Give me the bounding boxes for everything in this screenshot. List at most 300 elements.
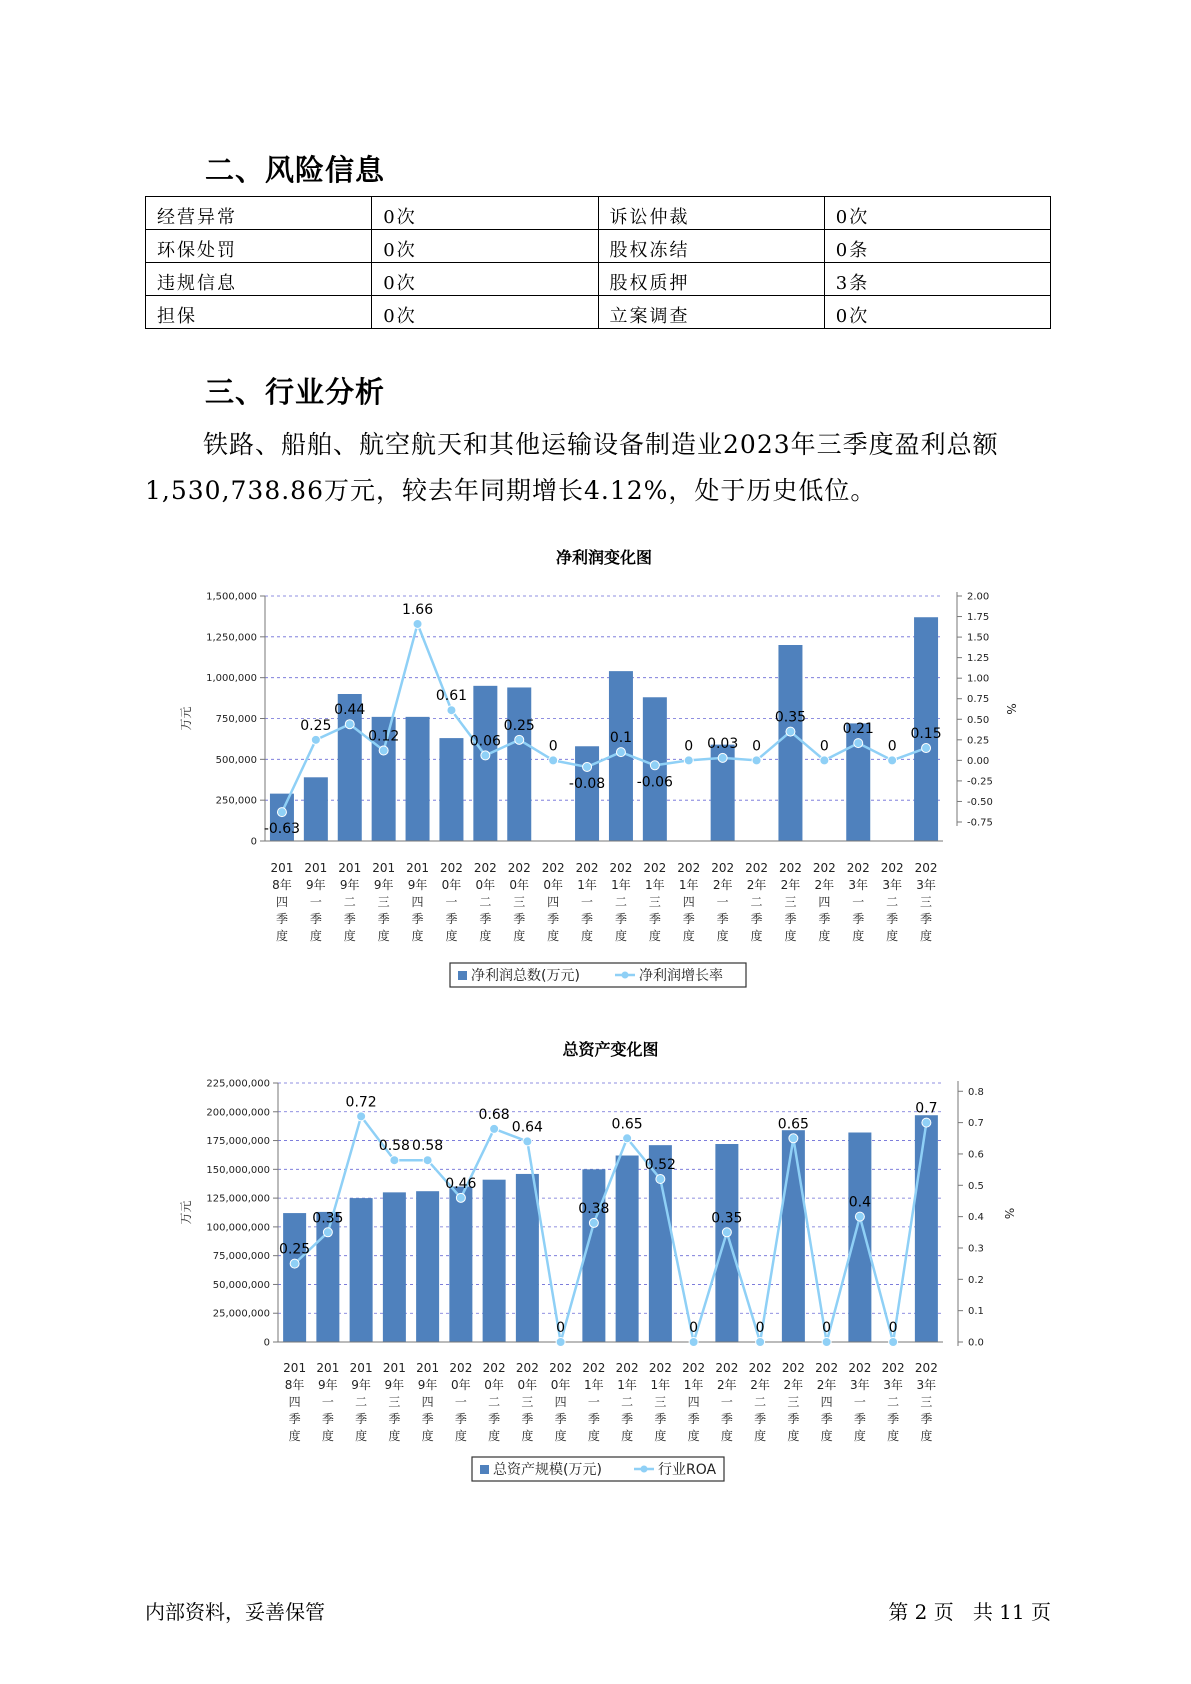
x-tick-label-part: 季: [581, 912, 594, 926]
bar: [778, 645, 802, 841]
x-tick-label-part: 二: [621, 1395, 634, 1409]
data-label: 0: [548, 738, 558, 755]
x-tick-label-part: 9年: [318, 1378, 338, 1392]
x-tick-label-part: 一: [852, 895, 865, 909]
x-tick-label-part: 度: [581, 929, 594, 943]
x-tick-label-part: 0年: [451, 1378, 471, 1392]
x-tick-label-part: 季: [654, 1412, 667, 1426]
x-tick-label-part: 201: [406, 861, 430, 875]
data-label: 0: [689, 1320, 699, 1336]
x-tick-label-part: 202: [615, 1361, 639, 1375]
y-tick-label: 1,000,000: [206, 673, 257, 685]
bar: [483, 1180, 506, 1342]
y2-tick-label: 2.00: [967, 591, 990, 603]
line-point: [481, 751, 490, 760]
x-tick-label-part: 季: [682, 912, 695, 926]
y-tick-label: 500,000: [215, 754, 257, 766]
data-label: 0.7: [915, 1100, 938, 1117]
x-tick-label-part: 1年: [577, 878, 597, 892]
x-tick-label-part: 季: [513, 912, 526, 926]
x-tick-label-part: 四: [288, 1395, 301, 1409]
industry-line-2: 1,530,738.86万元，较去年同期增长4.12%，处于历史低位。: [145, 476, 877, 505]
y-tick-label: 200,000,000: [206, 1107, 270, 1119]
line-point: [623, 1134, 632, 1143]
x-tick-label-part: 度: [720, 1429, 733, 1443]
line-point: [786, 727, 795, 736]
total-assets-chart: [0, 1030, 1191, 1510]
x-tick-label-part: 一: [716, 895, 729, 909]
x-tick-label-part: 季: [750, 912, 763, 926]
x-tick-label-part: 度: [488, 1429, 501, 1443]
x-tick-label-part: 9年: [306, 878, 326, 892]
bar: [715, 1144, 738, 1342]
x-tick-label-part: 季: [377, 912, 390, 926]
line-point: [583, 762, 592, 771]
legend-line-label: 行业ROA: [658, 1462, 717, 1478]
y-tick-label: 100,000,000: [206, 1222, 270, 1234]
data-label: 0: [819, 738, 829, 755]
x-tick-label: [440, 861, 463, 943]
x-tick-label-part: 2年: [783, 1378, 804, 1392]
x-tick-label-part: 度: [411, 929, 424, 943]
x-tick-label: [745, 861, 768, 943]
bar: [473, 686, 497, 841]
y-tick-label: 750,000: [215, 714, 257, 725]
data-label: 0.1: [609, 730, 633, 747]
y-tick-label: 0: [250, 836, 257, 848]
x-tick-label-part: 季: [648, 912, 661, 926]
data-label: 0: [888, 1320, 898, 1336]
x-tick-label: [304, 861, 327, 943]
x-tick-label-part: 三: [648, 895, 661, 909]
x-tick-label: [711, 861, 734, 943]
x-tick-label-part: 二: [887, 1395, 900, 1409]
y2-tick-label: 1.75: [967, 612, 990, 624]
x-tick-label-part: 2年: [717, 1378, 737, 1392]
line-point: [490, 1124, 499, 1133]
x-tick-label-part: 202: [881, 1361, 905, 1375]
x-tick-label: [483, 1361, 506, 1443]
y2-tick-label: 0.0: [968, 1337, 984, 1349]
x-tick-label: [338, 861, 361, 943]
x-tick-label: [847, 861, 870, 943]
line-point: [277, 808, 286, 817]
x-tick-label-part: 1年: [617, 1378, 637, 1392]
y-axis-title: 万元: [179, 1200, 193, 1225]
risk-label: 立案调查: [598, 296, 824, 329]
x-tick-label-part: 三: [787, 1395, 800, 1409]
data-label: 0.46: [445, 1175, 477, 1192]
bar: [848, 1132, 871, 1342]
x-tick-label-part: 四: [554, 1395, 567, 1409]
x-tick-label-part: 三: [377, 895, 390, 909]
x-tick-label-part: 三: [388, 1395, 401, 1409]
x-tick-label: [516, 1361, 539, 1443]
y-tick-label: 1,500,000: [206, 591, 257, 603]
legend-line-marker: [641, 1466, 648, 1473]
legend-bar-label: 净利润总数(万元): [471, 968, 580, 984]
x-tick-label-part: 季: [554, 1412, 567, 1426]
x-tick-label-part: 一: [321, 1395, 334, 1409]
x-tick-label-part: 2年: [712, 878, 733, 892]
x-tick-label: [582, 1361, 605, 1443]
x-tick-label-part: 202: [677, 861, 701, 875]
line-point: [379, 746, 388, 755]
y2-tick-label: -0.75: [967, 817, 993, 829]
x-tick-label: [915, 1361, 938, 1443]
x-tick-label-part: 1年: [650, 1378, 671, 1392]
x-tick-label-part: 201: [338, 861, 362, 875]
x-tick-label-part: 0年: [484, 1378, 504, 1392]
line-point: [357, 1112, 366, 1121]
data-label: 0.21: [842, 721, 874, 738]
x-tick-label-part: 201: [304, 861, 328, 875]
x-tick-label-part: 度: [343, 929, 356, 943]
x-tick-label-part: 一: [581, 895, 594, 909]
risk-label: 股权冻结: [598, 230, 824, 263]
x-tick-label: [848, 1361, 871, 1443]
legend-line-label: 净利润增长率: [639, 968, 723, 984]
x-tick-label-part: 度: [288, 1429, 301, 1443]
line-point: [523, 1137, 532, 1146]
x-tick-label: [270, 861, 293, 943]
x-tick-label-part: 2年: [780, 878, 801, 892]
x-tick-label-part: 一: [720, 1395, 733, 1409]
x-tick-label-part: 0年: [550, 1378, 571, 1392]
x-tick-label-part: 三: [654, 1395, 667, 1409]
x-tick-label-part: 201: [316, 1361, 340, 1375]
x-tick-label-part: 二: [886, 895, 899, 909]
y2-tick-label: 1.00: [967, 673, 990, 685]
x-tick-label-part: 度: [716, 929, 729, 943]
x-tick-label-part: 201: [270, 861, 294, 875]
x-tick-label-part: 202: [914, 1361, 938, 1375]
x-tick-label: [649, 1361, 672, 1443]
x-tick-label-part: 度: [587, 1429, 600, 1443]
x-tick-label-part: 二: [479, 895, 492, 909]
section2-title: 二、风险信息: [205, 153, 386, 187]
x-tick-label-part: 度: [547, 929, 560, 943]
line-point: [756, 1338, 765, 1347]
x-tick-label-part: 季: [818, 912, 831, 926]
line-point: [684, 756, 693, 765]
risk-label: 环保处罚: [146, 230, 372, 263]
data-label: 1.66: [401, 601, 434, 618]
bar: [383, 1192, 406, 1342]
x-tick-label-part: 202: [781, 1361, 805, 1375]
line-point: [390, 1156, 399, 1165]
x-tick-label-part: 度: [648, 929, 661, 943]
x-tick-label: [881, 861, 904, 943]
x-tick-label-part: 3年: [916, 1378, 937, 1392]
line-point: [689, 1338, 698, 1347]
x-tick-label-part: 度: [309, 929, 322, 943]
x-tick-label-part: 度: [355, 1429, 368, 1443]
x-tick-label-part: 四: [421, 1395, 434, 1409]
data-label: 0.72: [345, 1094, 377, 1111]
x-tick-label: [449, 1361, 472, 1443]
x-tick-label-part: 3年: [850, 1378, 870, 1392]
line-point: [290, 1259, 299, 1268]
line-point: [889, 1338, 898, 1347]
line-point: [656, 1175, 665, 1184]
x-tick-label: [779, 861, 802, 943]
risk-label: 股权质押: [598, 263, 824, 296]
x-tick-label-part: 度: [377, 929, 390, 943]
y2-tick-label: 0.3: [968, 1243, 984, 1255]
data-label: -0.06: [636, 774, 673, 791]
y-tick-label: 25,000,000: [212, 1308, 270, 1320]
data-label: -0.08: [568, 775, 606, 792]
line-point: [855, 1212, 864, 1221]
x-tick-label-part: 1年: [584, 1378, 604, 1392]
x-tick-label-part: 季: [853, 1412, 866, 1426]
x-tick-label-part: 202: [473, 861, 497, 875]
line-point: [922, 1118, 931, 1127]
x-tick-label-part: 季: [754, 1412, 767, 1426]
x-tick-label-part: 季: [887, 1412, 900, 1426]
x-tick-label: [782, 1361, 805, 1443]
x-tick-label-part: 季: [479, 912, 492, 926]
risk-value: 0次: [372, 263, 598, 296]
x-tick-label: [372, 861, 395, 943]
x-tick-label-part: 四: [275, 895, 288, 909]
section3-title: 三、行业分析: [205, 375, 386, 409]
x-tick-label-part: 202: [643, 861, 667, 875]
data-label: 0.35: [774, 709, 807, 726]
x-tick-label-part: 0年: [543, 878, 563, 892]
x-tick-label-part: 2年: [816, 1378, 837, 1392]
x-tick-label: [508, 861, 531, 943]
line-point: [345, 720, 354, 729]
x-tick-label-part: 四: [411, 895, 424, 909]
y-tick-label: 50,000,000: [212, 1279, 270, 1291]
data-label: 0.25: [300, 717, 332, 734]
line-point: [413, 619, 422, 628]
x-tick-label-part: 202: [848, 1361, 872, 1375]
y-tick-label: 250,000: [215, 795, 257, 807]
y2-tick-label: 0.50: [967, 714, 990, 726]
x-tick-label-part: 3年: [882, 878, 902, 892]
x-tick-label-part: 季: [720, 1412, 733, 1426]
x-tick-label-part: 三: [920, 895, 933, 909]
bar: [283, 1213, 306, 1342]
risk-value: 0次: [824, 296, 1050, 329]
data-label: 0.61: [435, 688, 468, 705]
y2-tick-label: 0.8: [968, 1086, 984, 1098]
line-point: [722, 1228, 731, 1237]
data-label: 0.38: [578, 1200, 610, 1217]
x-tick-label-part: 202: [648, 1361, 672, 1375]
x-tick-label-part: 度: [621, 1429, 634, 1443]
x-tick-label-part: 季: [784, 912, 797, 926]
y-tick-label: 125,000,000: [206, 1193, 270, 1205]
x-tick-label-part: 度: [784, 929, 797, 943]
x-tick-label-part: 季: [687, 1412, 700, 1426]
x-tick-label-part: 四: [687, 1395, 700, 1409]
x-tick-label-part: 2年: [750, 1378, 770, 1392]
line-point: [616, 748, 625, 757]
risk-row: [146, 263, 1051, 296]
bar: [449, 1187, 472, 1342]
x-tick-label-part: 202: [541, 861, 565, 875]
x-tick-label-part: 度: [787, 1429, 800, 1443]
x-tick-label: [316, 1361, 339, 1443]
x-tick-label-part: 四: [818, 895, 831, 909]
x-tick-label-part: 3年: [916, 878, 936, 892]
x-tick-label-part: 季: [614, 912, 627, 926]
y2-tick-label: 0.6: [968, 1149, 984, 1161]
x-tick-label-part: 度: [445, 929, 458, 943]
x-tick-label: [350, 1361, 373, 1443]
bar: [575, 746, 599, 841]
bar: [616, 1156, 639, 1342]
line-point: [922, 744, 931, 753]
x-tick-label-part: 202: [846, 861, 870, 875]
risk-label: 违规信息: [146, 263, 372, 296]
y2-tick-label: 0.25: [967, 735, 990, 747]
x-tick-label-part: 季: [587, 1412, 600, 1426]
chart-title: 总资产变化图: [562, 1040, 659, 1059]
x-tick-label-part: 202: [582, 1361, 606, 1375]
x-tick-label-part: 202: [682, 1361, 706, 1375]
x-tick-label-part: 季: [411, 912, 424, 926]
x-tick-label-part: 度: [513, 929, 526, 943]
y2-tick-label: 0.00: [967, 755, 990, 767]
x-tick-label-part: 季: [309, 912, 322, 926]
line-point: [456, 1193, 465, 1202]
x-tick-label-part: 季: [787, 1412, 800, 1426]
y2-tick-label: 0.5: [968, 1180, 984, 1192]
x-tick-label: [813, 861, 836, 943]
data-label: 0.35: [711, 1210, 743, 1227]
x-tick-label-part: 201: [349, 1361, 373, 1375]
data-label: -0.63: [263, 821, 301, 838]
x-tick-label-part: 一: [309, 895, 322, 909]
x-tick-label-part: 202: [482, 1361, 506, 1375]
x-tick-label-part: 202: [914, 861, 938, 875]
data-label: 0.03: [707, 735, 739, 752]
x-tick-label: [643, 861, 666, 943]
x-tick-label: [677, 861, 700, 943]
y-axis-title: 万元: [179, 706, 193, 731]
x-tick-label-part: 202: [507, 861, 531, 875]
y2-tick-label: -0.25: [967, 776, 993, 788]
y2-axis-title: %: [1004, 703, 1018, 715]
data-label: 0.4: [848, 1194, 872, 1211]
x-tick-label-part: 9年: [407, 878, 428, 892]
x-tick-label-part: 季: [920, 1412, 933, 1426]
x-tick-label-part: 度: [886, 929, 899, 943]
x-tick-label-part: 度: [421, 1429, 434, 1443]
bar: [406, 717, 430, 841]
y2-tick-label: 0.1: [968, 1306, 984, 1318]
x-tick-label-part: 三: [521, 1395, 534, 1409]
data-label: 0.65: [777, 1116, 809, 1133]
x-tick-label-part: 季: [716, 912, 729, 926]
x-tick-label-part: 度: [852, 929, 865, 943]
bar: [507, 687, 531, 841]
x-tick-label-part: 季: [547, 912, 560, 926]
data-label: 0.64: [511, 1119, 543, 1136]
y2-tick-label: 0.2: [968, 1274, 984, 1286]
footer-right: 第 2 页 共 11 页: [888, 1600, 1051, 1624]
bar: [915, 1115, 938, 1342]
line-point: [752, 756, 761, 765]
bar: [439, 738, 463, 841]
x-tick-label: [715, 1361, 738, 1443]
x-tick-label-part: 202: [439, 861, 463, 875]
chart-title: 净利润变化图: [555, 548, 653, 567]
line-point: [589, 1218, 598, 1227]
data-label: 0: [755, 1320, 765, 1336]
y2-tick-label: 1.25: [967, 653, 990, 665]
risk-row: [146, 296, 1051, 329]
x-tick-label-part: 8年: [284, 1378, 305, 1392]
x-tick-label-part: 季: [343, 912, 356, 926]
data-label: 0: [822, 1320, 832, 1336]
line-point: [447, 706, 456, 715]
legend-bar-swatch: [480, 1465, 489, 1474]
risk-value: 3条: [824, 263, 1050, 296]
y-tick-label: 75,000,000: [212, 1251, 270, 1263]
x-tick-label-part: 9年: [373, 878, 394, 892]
industry-line-1: 铁路、船舶、航空航天和其他运输设备制造业2023年三季度盈利总额: [203, 430, 999, 459]
x-tick-label-part: 2年: [746, 878, 767, 892]
x-tick-label: [682, 1361, 705, 1443]
y2-tick-label: 1.50: [967, 632, 990, 644]
data-label: 0.44: [334, 702, 366, 719]
risk-value: 0次: [824, 197, 1050, 230]
x-tick-label-part: 一: [587, 1395, 600, 1409]
x-tick-label-part: 度: [920, 929, 933, 943]
bar: [516, 1174, 539, 1342]
data-label: 0: [684, 738, 694, 755]
x-tick-label-part: 1年: [645, 878, 665, 892]
x-tick-label-part: 二: [614, 895, 627, 909]
risk-row: [146, 197, 1051, 230]
x-tick-label-part: 季: [275, 912, 288, 926]
data-label: 0: [556, 1320, 566, 1336]
line-point: [323, 1228, 332, 1237]
x-tick-label: [915, 861, 938, 943]
line-point: [789, 1134, 798, 1143]
x-tick-label-part: 202: [609, 861, 633, 875]
x-tick-label-part: 度: [614, 929, 627, 943]
x-tick-label-part: 202: [575, 861, 599, 875]
risk-value: 0次: [372, 197, 598, 230]
x-tick-label-part: 0年: [475, 878, 496, 892]
x-tick-label-part: 202: [745, 861, 769, 875]
x-tick-label-part: 0年: [517, 1378, 538, 1392]
line-point: [718, 753, 727, 762]
x-tick-label-part: 二: [750, 895, 763, 909]
risk-value: 0条: [824, 230, 1050, 263]
x-tick-label-part: 季: [920, 912, 933, 926]
line-point: [888, 756, 897, 765]
x-tick-label-part: 201: [372, 861, 396, 875]
x-tick-label-part: 度: [479, 929, 492, 943]
y2-tick-label: -0.50: [967, 796, 993, 808]
x-tick-label: [416, 1361, 439, 1443]
data-label: 0.15: [910, 726, 942, 743]
x-tick-label-part: 季: [288, 1412, 301, 1426]
x-tick-label-part: 9年: [384, 1378, 405, 1392]
line-point: [549, 756, 558, 765]
x-tick-label-part: 1年: [683, 1378, 704, 1392]
x-tick-label: [474, 861, 497, 943]
x-tick-label-part: 四: [682, 895, 695, 909]
